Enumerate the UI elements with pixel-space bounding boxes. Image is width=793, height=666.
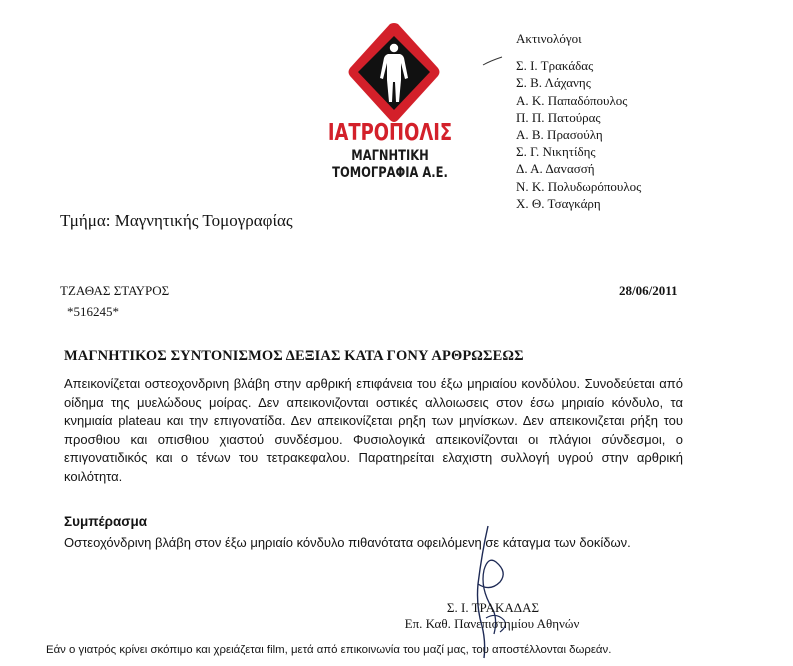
radiologist-name: Σ. Ι. Τρακάδας [516,58,594,74]
findings-text: Απεικονίζεται οστεοχονδρινη βλάβη στην αρθρική επιφάνεια του έξω μηριαίου κονδύλου. Συνοδεύεται από οίδημα της μυελώδους μοίρας. Δεν απεικονιζονται οστικές αλλοιωσεις στον έσω μηριαίο κόνδυλο, τα κνημιαία plateau και την επιγονατίδα. Δεν απεικονίζεται ρηξη των μηνίσκων. Δεν απεικονιζεται ρήξη του προσθιου και οπισθιου χιαστού συνδέσμου. Φυσιολογικά απεικονίζονται οι πλάγιοι σύνδεσμοι, ο επιγονατιδικός και ο τένων του τετρακεφαλου. Παρατηρείται ελαχιστη συλλογή υγρού στην αρθρική κοιλότητα. [64,376,683,484]
signatory-title: Επ. Καθ. Πανεπιστημίου Αθηνών [404,616,580,631]
handwritten-signature [448,522,528,662]
logo-subtitle-line2: ΤΟΜΟΓΡΑΦΙΑ Α.Ε. [332,165,448,181]
radiologists-title: Ακτινολόγοι [516,31,582,46]
radiologist-name: Χ. Θ. Τσαγκάρη [516,195,601,211]
report-date: 28/06/2011 [619,283,678,298]
logo-subtitle-line1: ΜΑΓΝΗΤΙΚΗ [351,148,429,164]
signatory-name: Σ. Ι. ΤΡΑΚΑΔΑΣ [446,600,540,615]
radiologist-name: Δ. Α. Δαvασσή [516,161,595,177]
pen-mark-icon [482,56,504,66]
clinic-logo [306,22,486,197]
radiologists-block [516,30,641,212]
department-heading: Τμήμα: Μαγνητικής Τομογραφίας [60,211,293,230]
patient-name: ΤΖΑΘΑΣ ΣΤΑΥΡΟΣ [60,283,170,298]
radiologist-name: Σ. Γ. Νικητίδης [516,144,596,160]
radiologist-name: Π. Π. Πατούρας [516,109,601,125]
radiologists-list [516,57,641,212]
radiologist-name: Σ. Β. Λάχανης [516,75,591,91]
radiologist-name: Ν. Κ. Πολυδωρόπουλος [516,178,642,194]
logo-brand-text: ΙΑΤΡΟΠΟΛΙΣ [327,120,453,146]
exam-title: ΜΑΓΝΗΤΙΚΟΣ ΣΥΝΤΟΝΙΣΜΟΣ ΔΕΞΙΑΣ ΚΑΤΑ ΓΟΝΥ ΑΡΘΡΩΣΕΩΣ [64,348,524,364]
radiologist-name: Α. Κ. Παπαδόπουλος [516,92,628,108]
radiologist-name: Α. Β. Πρασούλη [516,127,603,143]
footer-note: Εάν ο γιατρός κρίνει σκόπιμο και χρειάζεται film, μετά από επικοινωνία του μαζί μας, του αποστέλλονται δωρεάν. [46,644,612,656]
conclusion-text: Οστεοχόνδρινη βλάβη στον έξω μηριαίο κόνδυλο πιθανότατα οφειλόμενη σε κάταγμα των δοκίδων. [64,535,631,550]
patient-id: *516245* [67,304,119,319]
logo-diamond-icon [306,22,486,132]
conclusion-heading: Συμπέρασμα [64,514,148,529]
